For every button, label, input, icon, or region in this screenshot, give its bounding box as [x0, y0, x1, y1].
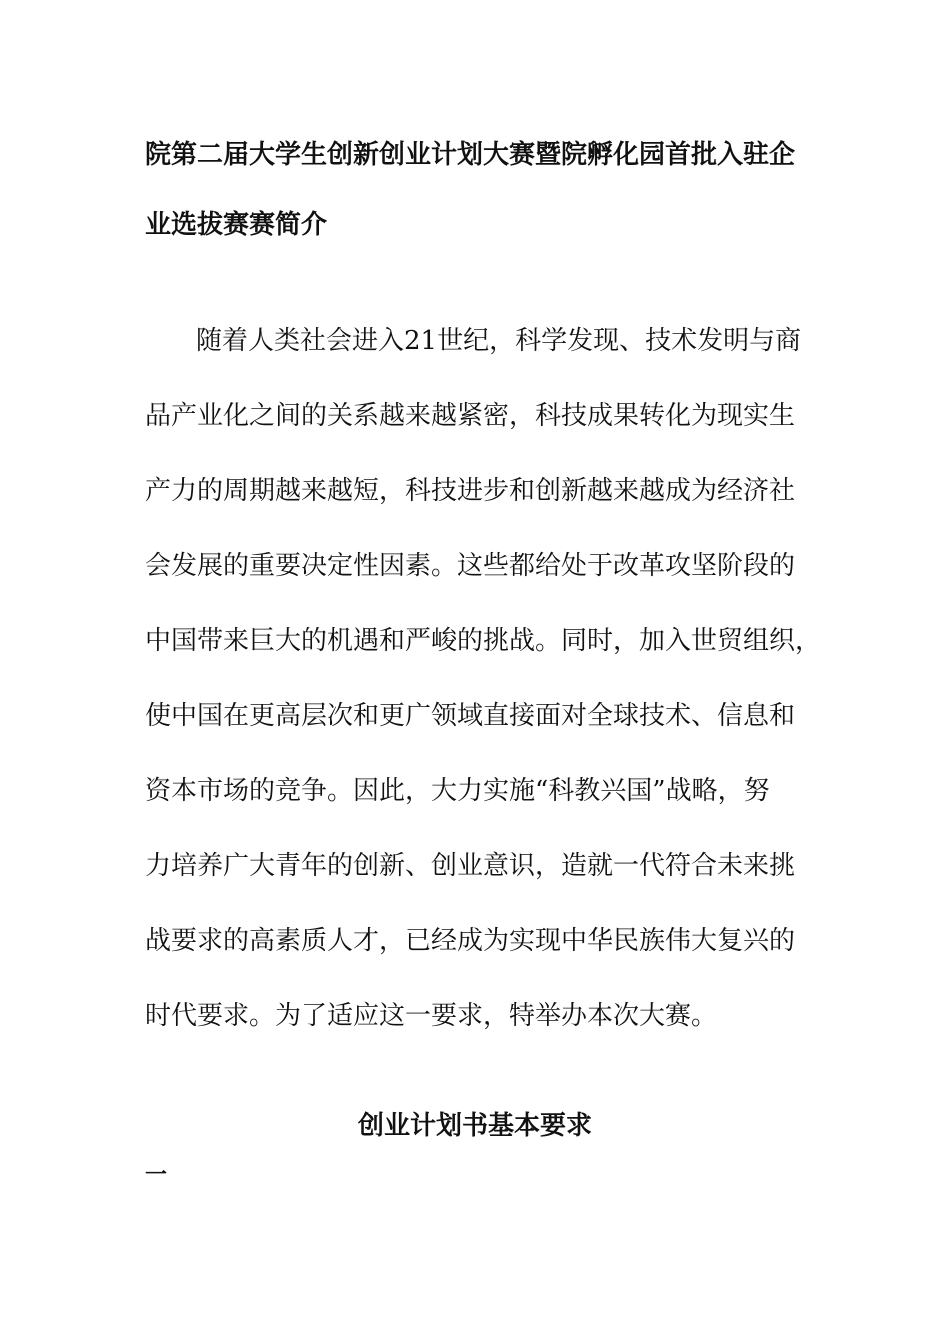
paragraph-line: 随着人类社会进入21世纪，科学发现、技术发明与商 — [196, 326, 802, 356]
paragraph-line: 战要求的高素质人才，已经成为实现中华民族伟大复兴的 — [145, 926, 796, 956]
paragraph-line: 品产业化之间的关系越来越紧密，科技成果转化为现实生 — [145, 401, 796, 431]
paragraph-line: 时代要求。为了适应这一要求，特举办本次大赛。 — [145, 1001, 718, 1031]
list-marker: 一 — [145, 1162, 168, 1188]
paragraph-line: 力培养广大青年的创新、创业意识，造就一代符合未来挑 — [145, 851, 796, 881]
paragraph-line: 会发展的重要决定性因素。这些都给处于改革攻坚阶段的 — [145, 551, 796, 581]
document-title-line-2: 业选拔赛赛简介 — [145, 210, 328, 240]
paragraph-line: 中国带来巨大的机遇和严峻的挑战。同时，加入世贸组织， — [145, 626, 822, 656]
section-heading: 创业计划书基本要求 — [357, 1111, 592, 1141]
document-title-line-1: 院第二届大学生创新创业计划大赛暨院孵化园首批入驻企 — [145, 140, 796, 170]
paragraph-line: 产力的周期越来越短，科技进步和创新越来越成为经济社 — [145, 476, 796, 506]
paragraph-line: 资本市场的竞争。因此，大力实施“科教兴国”战略，努 — [145, 776, 770, 806]
paragraph-line: 使中国在更高层次和更广领域直接面对全球技术、信息和 — [145, 701, 796, 731]
